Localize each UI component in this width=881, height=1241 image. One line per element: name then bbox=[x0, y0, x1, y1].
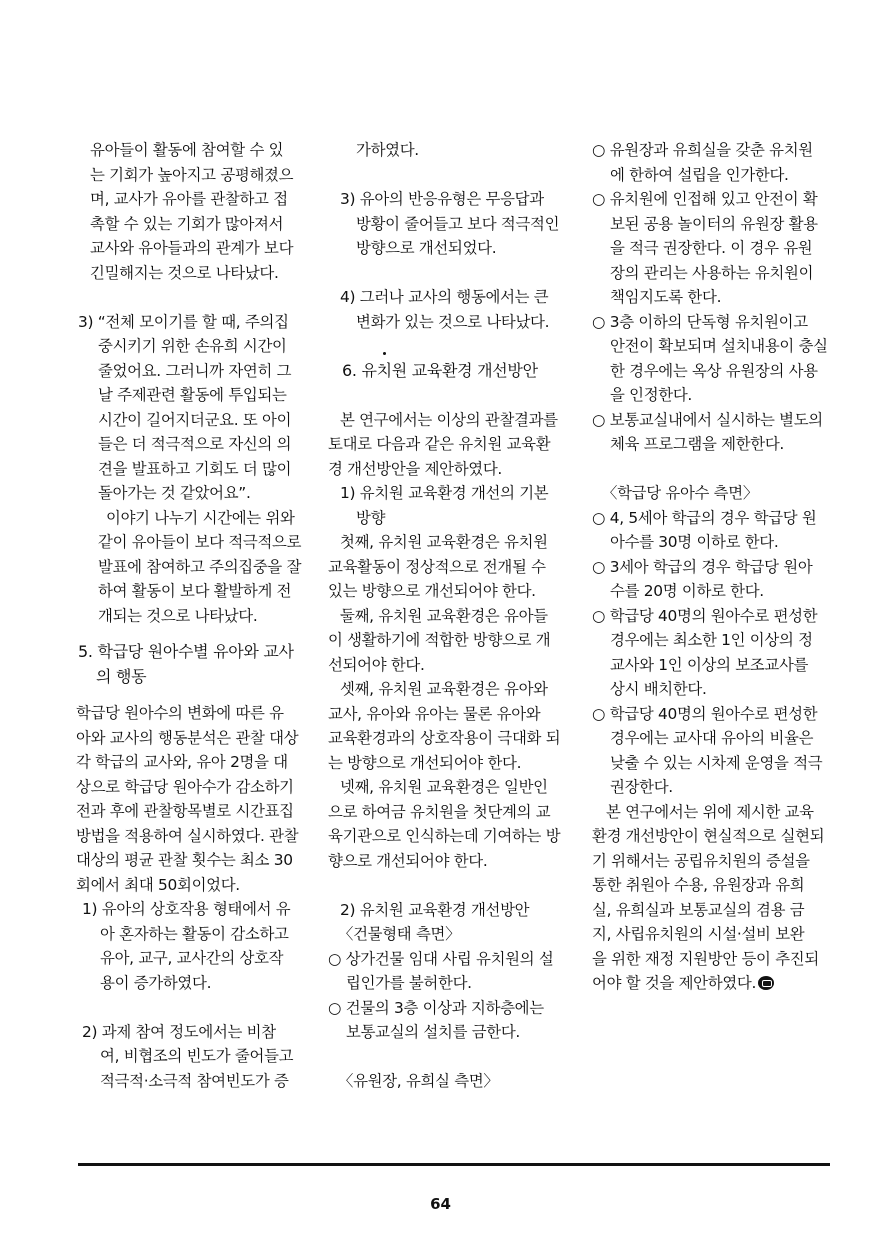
line-text: 첫째, 유치원 교육환경은 유치원 bbox=[340, 533, 548, 551]
text-line bbox=[98, 604, 323, 629]
line-text: 전과 후에 관찰항목별로 시간표집 bbox=[76, 802, 294, 820]
text-line bbox=[340, 530, 572, 555]
line-text: 낮출 수 있는 시차제 운영을 적극 bbox=[610, 753, 823, 772]
text-line bbox=[76, 726, 301, 751]
text-line bbox=[356, 310, 588, 335]
text-line bbox=[592, 702, 832, 727]
line-text: 날 주제관련 활동에 투입되는 bbox=[98, 386, 287, 404]
text-line bbox=[592, 506, 832, 531]
line-text: 개되는 것으로 나타났다. bbox=[98, 606, 258, 625]
line-text: 본 연구에서는 이상의 관찰결과를 bbox=[340, 410, 558, 429]
line-text: 넷째, 유치원 교육환경은 일반인 bbox=[340, 778, 548, 796]
line-text: 안전이 확보되며 설치내용이 충실 bbox=[610, 337, 828, 355]
text-line bbox=[328, 432, 560, 457]
line-text: 들은 더 적극적으로 자신의 의 bbox=[98, 435, 292, 453]
line-text: 촉할 수 있는 기회가 많아져서 bbox=[90, 214, 284, 233]
text-line bbox=[76, 824, 301, 849]
line-text: 경 개선방안을 제안하였다. bbox=[328, 459, 503, 478]
text-line bbox=[592, 824, 832, 849]
text-line bbox=[340, 775, 572, 800]
line-text: 한 경우에는 옥상 유원장의 사용 bbox=[610, 361, 818, 380]
text-line bbox=[356, 212, 588, 237]
line-text: 권장한다. bbox=[610, 778, 673, 796]
text-line bbox=[106, 506, 331, 531]
text-line bbox=[98, 359, 323, 384]
text-line bbox=[328, 751, 560, 776]
line-text: 유아, 교구, 교사간의 상호작 bbox=[100, 949, 284, 967]
line-text: 아수를 30명 이하로 한다. bbox=[610, 533, 779, 551]
text-line bbox=[610, 677, 850, 702]
line-text: 각 학급의 교사와, 유아 2명을 대 bbox=[76, 753, 288, 771]
column-right bbox=[592, 138, 832, 996]
line-text: 5. 학급당 원아수별 유아와 교사 bbox=[78, 642, 294, 661]
line-text: 6. 유치원 교육환경 개선방안 bbox=[342, 360, 538, 380]
text-line bbox=[610, 285, 850, 310]
text-line bbox=[76, 848, 301, 873]
text-line bbox=[610, 261, 850, 286]
text-line bbox=[610, 653, 850, 678]
line-text: 여, 비협조의 빈도가 줄어들고 bbox=[100, 1047, 294, 1065]
line-text: 2) 과제 참여 정도에서는 비참 bbox=[82, 1022, 276, 1041]
line-text: 지, 사립유치원의 시설·설비 보완 bbox=[592, 925, 805, 943]
text-line bbox=[610, 334, 850, 359]
line-text: 통한 취원아 수용, 유원장과 유희 bbox=[592, 876, 805, 894]
text-line bbox=[592, 187, 832, 212]
line-text: 상으로 학급당 원아수가 감소하기 bbox=[76, 777, 294, 796]
text-line bbox=[78, 310, 303, 335]
text-line bbox=[592, 604, 832, 629]
text-line bbox=[602, 481, 842, 506]
line-text: 방황이 줄어들고 보다 적극적인 bbox=[356, 214, 560, 233]
spacer bbox=[78, 628, 303, 640]
line-text: 유아들이 활동에 참여할 수 있 bbox=[90, 141, 284, 159]
line-text: 회에서 최대 50회이었다. bbox=[76, 875, 240, 894]
line-text: ○ 건물의 3층 이상과 지하층에는 bbox=[328, 998, 544, 1017]
text-line bbox=[76, 750, 301, 775]
line-text: 교사, 유아와 유아는 물론 유아와 bbox=[328, 704, 541, 723]
stray-dot bbox=[383, 352, 386, 355]
text-line bbox=[82, 1020, 307, 1045]
line-text: ○ 학급당 40명의 원아수로 편성한 bbox=[592, 704, 818, 723]
text-line bbox=[90, 212, 315, 237]
line-text: 는 기회가 높아지고 공평해졌으 bbox=[90, 165, 294, 184]
text-line bbox=[592, 947, 832, 972]
text-line bbox=[90, 261, 315, 286]
line-text: 셋째, 유치원 교육환경은 유아와 bbox=[340, 680, 548, 698]
line-text: 교육환경과의 상호작용이 극대화 되 bbox=[328, 729, 561, 747]
text-line bbox=[98, 432, 323, 457]
text-line bbox=[100, 946, 325, 971]
line-text: 환경 개선방안이 현실적으로 실현되 bbox=[592, 827, 825, 845]
line-text: 3) “전체 모이기를 할 때, 주의집 bbox=[78, 312, 289, 331]
text-line bbox=[592, 873, 832, 898]
line-text: 선되어야 한다. bbox=[328, 655, 425, 674]
text-line bbox=[592, 898, 832, 923]
text-line bbox=[592, 408, 832, 433]
text-line bbox=[610, 432, 850, 457]
line-text: ○ 4, 5세아 학급의 경우 학급당 원 bbox=[592, 508, 817, 527]
text-line bbox=[340, 898, 572, 923]
text-line bbox=[606, 800, 846, 825]
line-text: 1) 유아의 상호작용 형태에서 유 bbox=[82, 900, 291, 918]
line-text: 경우에는 최소한 1인 이상의 정 bbox=[610, 631, 813, 649]
text-line bbox=[100, 1069, 325, 1094]
text-line bbox=[98, 579, 323, 604]
text-line bbox=[592, 922, 832, 947]
line-text: ○ 유치원에 인접해 있고 안전이 확 bbox=[592, 190, 818, 208]
text-line bbox=[338, 1069, 570, 1094]
text-line bbox=[340, 481, 572, 506]
line-text: 을 적극 권장한다. 이 경우 유원 bbox=[610, 239, 813, 257]
line-text: 2) 유치원 교육환경 개선방안 bbox=[340, 900, 530, 919]
line-text: 보된 공용 놀이터의 유원장 활용 bbox=[610, 214, 818, 233]
line-text: 을 인정한다. bbox=[610, 386, 693, 404]
footer-rule bbox=[78, 1163, 830, 1166]
text-line bbox=[328, 824, 560, 849]
spacer bbox=[334, 334, 566, 359]
line-text: 돌아가는 것 같았어요”. bbox=[98, 484, 251, 502]
line-text: 며, 교사가 유아를 관찰하고 접 bbox=[90, 190, 288, 208]
spacer bbox=[78, 995, 303, 1020]
spacer bbox=[78, 285, 303, 310]
text-line bbox=[328, 579, 560, 604]
text-line bbox=[610, 163, 850, 188]
line-text: ○ 보통교실내에서 실시하는 별도의 bbox=[592, 410, 823, 429]
line-text: 가하였다. bbox=[356, 141, 419, 159]
text-line bbox=[356, 506, 588, 531]
spacer bbox=[78, 689, 303, 701]
line-text: 변화가 있는 것으로 나타났다. bbox=[356, 312, 550, 331]
line-text: 교사와 유아들과의 관계가 보다 bbox=[90, 239, 294, 257]
line-text: 실, 유희실과 보통교실의 겸용 금 bbox=[592, 900, 805, 919]
text-line bbox=[98, 555, 323, 580]
text-line bbox=[328, 947, 560, 972]
text-line bbox=[98, 481, 323, 506]
text-line bbox=[328, 996, 560, 1021]
text-line bbox=[610, 579, 850, 604]
line-text: 둘째, 유치원 교육환경은 유아들 bbox=[340, 606, 548, 625]
text-line bbox=[90, 187, 315, 212]
text-line bbox=[592, 138, 832, 163]
line-text: 는 방향으로 개선되어야 한다. bbox=[328, 753, 522, 772]
line-text: 립인가를 불허한다. bbox=[346, 974, 472, 992]
text-line bbox=[328, 555, 560, 580]
text-line bbox=[340, 604, 572, 629]
line-text: 아와 교사의 행동분석은 관찰 대상 bbox=[76, 728, 299, 747]
line-text: 이야기 나누기 시간에는 위와 bbox=[106, 508, 295, 527]
text-line bbox=[98, 457, 323, 482]
line-text: 학급당 원아수의 변화에 따른 유 bbox=[76, 704, 284, 722]
line-text: ○ 학급당 40명의 원아수로 편성한 bbox=[592, 606, 818, 625]
text-line bbox=[338, 922, 570, 947]
text-line bbox=[100, 1044, 325, 1069]
line-text: 〈학급당 유아수 측면〉 bbox=[602, 484, 758, 502]
text-line bbox=[592, 310, 832, 335]
text-line bbox=[98, 530, 323, 555]
closing-mark-icon bbox=[758, 976, 774, 990]
line-text: 향으로 개선되어야 한다. bbox=[328, 851, 488, 870]
line-text: ○ 3층 이하의 단독형 유치원이고 bbox=[592, 312, 808, 331]
line-text: 교육활동이 정상적으로 전개될 수 bbox=[328, 557, 546, 576]
text-line bbox=[592, 555, 832, 580]
line-text: 어야 할 것을 제안하였다. bbox=[592, 974, 757, 992]
line-text: 이 생활하기에 적합한 방향으로 개 bbox=[328, 631, 551, 649]
spacer bbox=[334, 261, 566, 286]
line-text: 줄었어요. 그러니까 자연히 그 bbox=[98, 361, 292, 380]
line-text: 견을 발표하고 기회도 더 많이 bbox=[98, 459, 292, 478]
line-text: 4) 그러나 교사의 행동에서는 큰 bbox=[340, 288, 549, 306]
text-line bbox=[610, 383, 850, 408]
text-line bbox=[610, 236, 850, 261]
line-text: ○ 3세아 학급의 경우 학급당 원아 bbox=[592, 557, 813, 576]
text-line bbox=[328, 457, 560, 482]
line-text: 장의 관리는 사용하는 유치원이 bbox=[610, 263, 814, 282]
text-line bbox=[340, 408, 572, 433]
text-line bbox=[90, 236, 315, 261]
spacer bbox=[334, 163, 566, 188]
section-heading-line bbox=[342, 359, 574, 384]
line-text: 육기관으로 인식하는데 기여하는 방 bbox=[328, 827, 561, 845]
line-text: 기 위해서는 공립유치원의 증설을 bbox=[592, 851, 810, 870]
text-line bbox=[610, 775, 850, 800]
column-middle bbox=[328, 138, 566, 1094]
line-text: 경우에는 교사대 유아의 비율은 bbox=[610, 729, 814, 747]
line-text: 교사와 1인 이상의 보조교사를 bbox=[610, 655, 809, 674]
text-line bbox=[592, 849, 832, 874]
line-text: ○ 상가건물 임대 사립 유치원의 설 bbox=[328, 949, 554, 968]
line-text: 보통교실의 설치를 금한다. bbox=[346, 1023, 521, 1041]
line-text: 있는 방향으로 개선되어야 한다. bbox=[328, 582, 536, 600]
line-text: 본 연구에서는 위에 제시한 교육 bbox=[606, 802, 814, 821]
text-line bbox=[98, 408, 323, 433]
line-text: 아 혼자하는 활동이 감소하고 bbox=[100, 924, 289, 943]
line-text: 〈건물형태 측면〉 bbox=[338, 925, 461, 943]
line-text: 하여 활동이 보다 활발하게 전 bbox=[98, 582, 292, 600]
line-text: 수를 20명 이하로 한다. bbox=[610, 582, 764, 600]
line-text: 을 위한 재정 지원방안 등이 추진되 bbox=[592, 949, 819, 968]
text-line bbox=[100, 922, 325, 947]
line-text: 중시키기 위한 손유희 시간이 bbox=[98, 337, 287, 355]
text-line bbox=[610, 212, 850, 237]
text-line bbox=[610, 359, 850, 384]
line-text: 체육 프로그램을 제한한다. bbox=[610, 435, 785, 453]
text-line bbox=[610, 530, 850, 555]
text-line bbox=[90, 138, 315, 163]
text-line bbox=[610, 726, 850, 751]
text-line bbox=[76, 701, 301, 726]
text-line bbox=[340, 285, 572, 310]
line-text: 대상의 평균 관찰 횟수는 최소 30 bbox=[76, 851, 293, 869]
spacer bbox=[334, 873, 566, 898]
text-line bbox=[328, 702, 560, 727]
line-text: 3) 유아의 반응유형은 무응답과 bbox=[340, 190, 544, 208]
text-line bbox=[346, 1020, 578, 1045]
line-text: 토대로 다음과 같은 유치원 교육환 bbox=[328, 435, 551, 453]
text-line bbox=[328, 653, 560, 678]
text-line bbox=[328, 628, 560, 653]
spacer bbox=[334, 1045, 566, 1070]
line-text: 방향 bbox=[356, 508, 386, 527]
spacer bbox=[592, 457, 832, 482]
line-text: 방법을 적용하여 실시하였다. 관찰 bbox=[76, 826, 299, 845]
column-left bbox=[78, 138, 303, 1093]
text-line bbox=[610, 751, 850, 776]
line-text: 긴밀해지는 것으로 나타났다. bbox=[90, 263, 279, 282]
line-text: 적극적·소극적 참여빈도가 증 bbox=[100, 1071, 289, 1090]
text-line bbox=[610, 628, 850, 653]
page-number: 64 bbox=[430, 1195, 451, 1213]
line-text: 같이 유아들이 보다 적극적으로 bbox=[98, 533, 302, 551]
text-line bbox=[592, 971, 832, 996]
text-line bbox=[82, 897, 307, 922]
line-text: 용이 증가하였다. bbox=[100, 973, 212, 992]
text-line bbox=[98, 334, 323, 359]
text-line bbox=[346, 971, 578, 996]
line-text: 에 한하여 설립을 인가한다. bbox=[610, 165, 789, 184]
text-line bbox=[340, 187, 572, 212]
text-line bbox=[76, 799, 301, 824]
line-text: 상시 배치한다. bbox=[610, 680, 707, 698]
line-text: 책임지도록 한다. bbox=[610, 288, 722, 306]
text-line bbox=[100, 971, 325, 996]
text-line bbox=[328, 726, 560, 751]
text-line bbox=[328, 800, 560, 825]
text-line bbox=[356, 138, 588, 163]
line-text: 발표에 참여하고 주의집중을 잘 bbox=[98, 557, 302, 576]
text-line bbox=[328, 849, 560, 874]
spacer bbox=[334, 383, 566, 408]
section-heading-line bbox=[78, 640, 303, 665]
line-text: 방향으로 개선되었다. bbox=[356, 239, 497, 257]
line-text: ○ 유원장과 유희실을 갖춘 유치원 bbox=[592, 141, 813, 159]
text-line bbox=[356, 236, 588, 261]
section-heading-line bbox=[96, 665, 321, 690]
text-line bbox=[340, 677, 572, 702]
line-text: 1) 유치원 교육환경 개선의 기본 bbox=[340, 484, 549, 502]
text-line bbox=[98, 383, 323, 408]
line-text: 시간이 길어지더군요. 또 아이 bbox=[98, 410, 292, 429]
line-text: 의 행동 bbox=[96, 666, 147, 686]
line-text: 〈유원장, 유희실 측면〉 bbox=[338, 1072, 499, 1090]
text-line bbox=[76, 873, 301, 898]
text-line bbox=[76, 775, 301, 800]
text-line bbox=[90, 163, 315, 188]
line-text: 으로 하여금 유치원을 첫단계의 교 bbox=[328, 802, 551, 821]
